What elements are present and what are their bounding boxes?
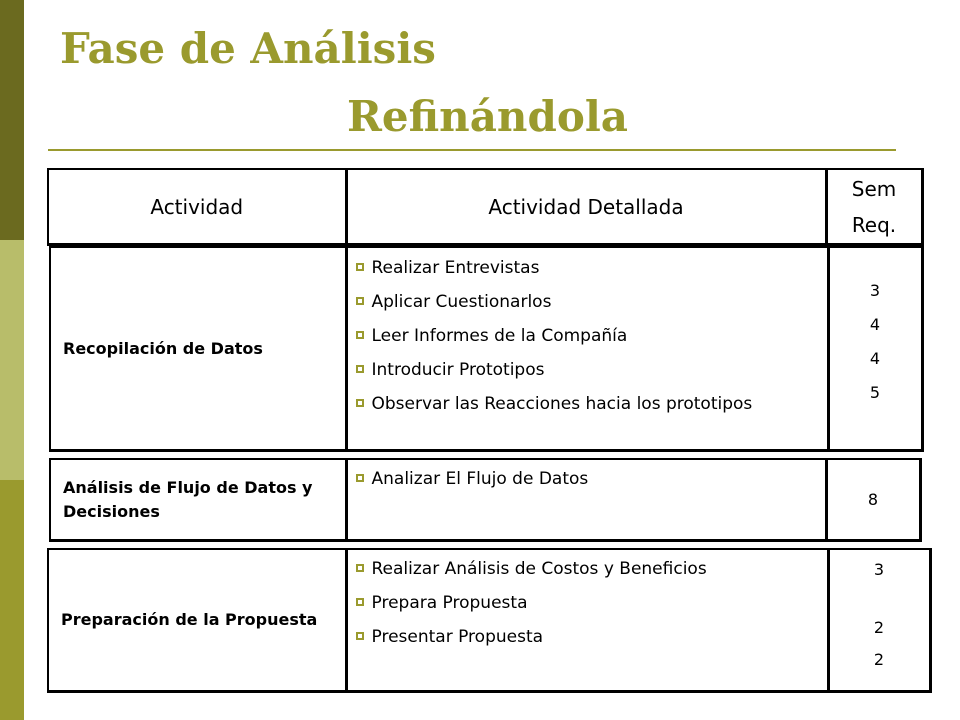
- detail-text: Analizar El Flujo de Datos: [371, 469, 589, 489]
- detail-item: [354, 558, 821, 581]
- header-sem-req: [826, 169, 922, 245]
- activity-details: [346, 247, 828, 451]
- detail-text: Leer Informes de la Compañía: [371, 326, 628, 346]
- header-actividad-detallada: Actividad Detallada: [346, 169, 826, 245]
- weeks-value: 2: [873, 650, 885, 669]
- detail-text: Prepara Propuesta: [371, 593, 528, 613]
- detail-text: Introducir Prototipos: [371, 360, 545, 380]
- square-bullet-icon: [356, 399, 364, 407]
- detail-item: [354, 257, 821, 280]
- detail-item: [354, 325, 821, 348]
- square-bullet-icon: [356, 263, 364, 271]
- activity-name: Análisis de Flujo de Datos y Decisiones: [50, 459, 346, 541]
- slide-subtitle: Refinándola: [347, 92, 628, 141]
- activity-details: [346, 549, 828, 692]
- weeks-cell: [828, 549, 930, 692]
- weeks-value: 2: [873, 618, 885, 637]
- activity-table-3: [47, 548, 932, 693]
- side-bar-middle: [0, 240, 24, 480]
- detail-text: Observar las Reacciones hacia los prototipos: [371, 394, 753, 414]
- activity-table-1: [49, 246, 924, 452]
- square-bullet-icon: [356, 598, 364, 606]
- weeks-cell: [828, 247, 922, 451]
- square-bullet-icon: [356, 331, 364, 339]
- detail-item: [354, 468, 819, 491]
- detail-item: [354, 393, 821, 416]
- side-bar-bottom: [0, 480, 24, 720]
- side-bar-top: [0, 0, 24, 240]
- weeks-value: 3: [869, 280, 881, 300]
- weeks-value: 4: [869, 314, 881, 334]
- header-req: Req.: [851, 212, 897, 237]
- square-bullet-icon: [356, 632, 364, 640]
- header-table: [47, 168, 924, 246]
- weeks-value: 5: [869, 382, 881, 402]
- detail-item: [354, 626, 821, 649]
- activity-table-2: [49, 458, 922, 542]
- detail-text: Aplicar Cuestionarlos: [371, 292, 552, 312]
- activity-name: Preparación de la Propuesta: [48, 549, 346, 692]
- header-sem: Sem: [851, 176, 897, 201]
- activity-details: [346, 459, 826, 541]
- weeks-value: 4: [869, 348, 881, 368]
- square-bullet-icon: [356, 297, 364, 305]
- detail-text: Presentar Propuesta: [371, 627, 544, 647]
- title-divider: [48, 149, 896, 151]
- weeks-value: 8: [867, 489, 879, 509]
- weeks-value: 3: [873, 560, 885, 579]
- detail-item: [354, 291, 821, 314]
- weeks-cell: [826, 459, 920, 541]
- square-bullet-icon: [356, 365, 364, 373]
- detail-item: [354, 592, 821, 615]
- square-bullet-icon: [356, 564, 364, 572]
- activity-name: Recopilación de Datos: [50, 247, 346, 451]
- detail-text: Realizar Entrevistas: [371, 258, 540, 278]
- square-bullet-icon: [356, 474, 364, 482]
- detail-item: [354, 359, 821, 382]
- slide-title: Fase de Análisis: [60, 24, 436, 73]
- detail-text: Realizar Análisis de Costos y Beneficios: [371, 559, 707, 579]
- header-actividad: Actividad: [48, 169, 346, 245]
